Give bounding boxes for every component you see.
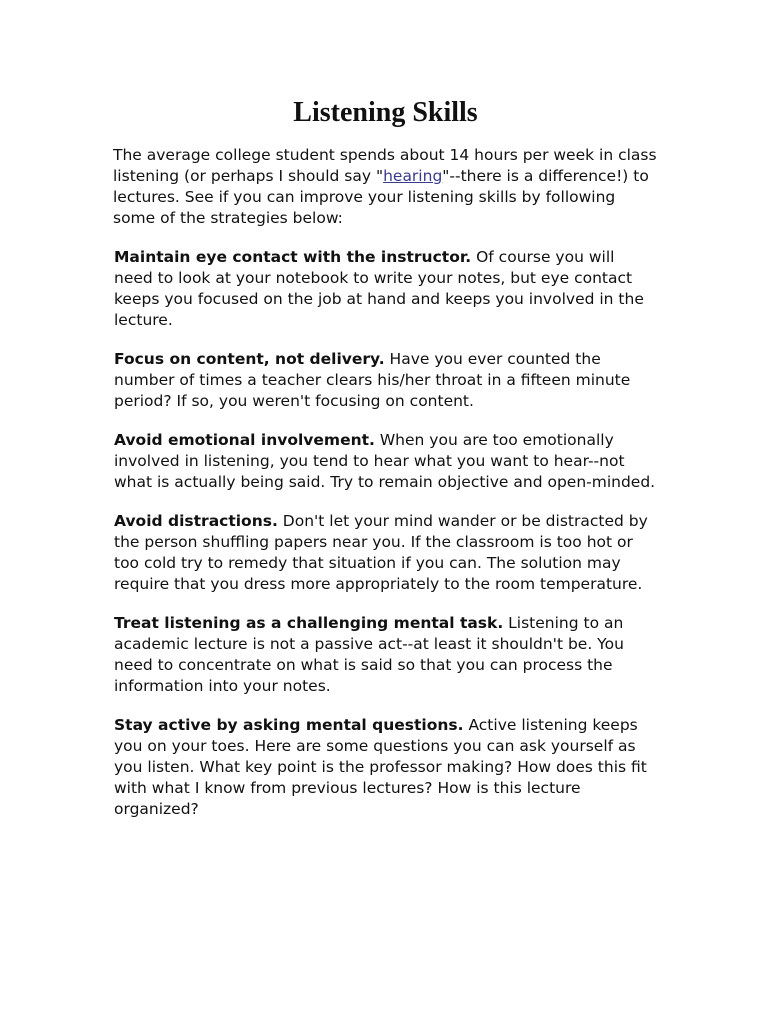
strategy-mental-task: [114, 613, 658, 697]
strategy-body: Have you ever counted the number of times a teacher clears his/her throat in a fifteen minute period? If so, you weren't focusing on content.: [114, 350, 631, 410]
strategy-heading: Focus on content, not delivery.: [114, 350, 385, 368]
strategy-heading: Treat listening as a challenging mental task.: [114, 614, 504, 632]
strategy-body: When you are too emotionally involved in listening, you tend to hear what you want to hear--not what is actually being said. Try to remain objective and open-minded.: [114, 431, 656, 491]
strategy-body: Don't let your mind wander or be distracted by the person shuffling papers near you. If the classroom is too hot or too cold try to remedy that situation if you can. The solution may require that you dress more appropriately to the room temperature.: [114, 512, 648, 593]
intro-paragraph: [113, 145, 658, 229]
strategy-body: Of course you will need to look at your notebook to write your notes, but eye contact keeps you focused on the job at hand and keeps you involved in the lecture.: [114, 248, 644, 329]
strategy-eye-contact: [114, 247, 658, 331]
strategy-body: Active listening keeps you on your toes. Here are some questions you can ask yourself as you listen. What key point is the professor making? How does this fit with what I know from previous lectures? How is this lecture organized?: [114, 716, 647, 818]
strategy-heading: Avoid emotional involvement.: [114, 431, 375, 449]
intro-text-after-link: "--there is a difference!) to lectures. See if you can improve your listening skills by following some of the strategies below:: [113, 167, 649, 227]
page-title: Listening Skills: [293, 97, 478, 128]
intro-text-before-link: The average college student spends about 14 hours per week in class listening (or perhaps I should say ": [113, 146, 657, 185]
strategy-focus-content: [114, 349, 658, 412]
strategy-heading: Avoid distractions.: [114, 512, 278, 530]
strategy-heading: Stay active by asking mental questions.: [114, 716, 464, 734]
hearing-link[interactable]: hearing: [383, 167, 443, 185]
strategy-distractions: [114, 511, 658, 595]
strategy-body: Listening to an academic lecture is not a passive act--at least it shouldn't be. You need to concentrate on what is said so that you can process the information into your notes.: [114, 614, 624, 695]
strategy-mental-questions: [114, 715, 658, 820]
strategy-heading: Maintain eye contact with the instructor.: [114, 248, 472, 266]
strategy-emotional-involvement: [114, 430, 658, 493]
